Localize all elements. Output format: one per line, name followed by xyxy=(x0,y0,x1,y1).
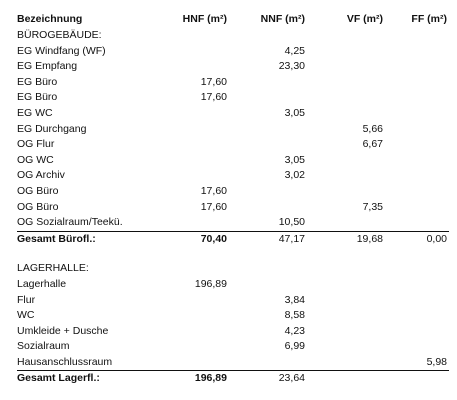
cell-ff xyxy=(385,200,449,216)
cell-name: EG Empfang xyxy=(17,60,78,73)
cell-hnf: 17,60 xyxy=(200,200,227,213)
cell-nnf: 3,05 xyxy=(284,106,305,119)
table-row xyxy=(17,122,449,138)
cell-nnf: 10,50 xyxy=(278,216,305,229)
area-table xyxy=(17,12,449,387)
cell-name: EG Durchgang xyxy=(17,122,87,135)
header-ff: FF (m²) xyxy=(411,13,447,26)
header-vf: VF (m²) xyxy=(346,13,383,26)
cell-nnf xyxy=(229,75,307,91)
cell-name: OG Archiv xyxy=(17,169,65,182)
cell-ff xyxy=(385,106,449,122)
total-nnf: 23,64 xyxy=(229,371,307,387)
cell-hnf xyxy=(163,153,229,169)
cell-hnf xyxy=(163,355,229,371)
table-row xyxy=(17,106,449,122)
cell-nnf xyxy=(229,90,307,106)
spacer-cell xyxy=(229,247,307,261)
table-row xyxy=(17,184,449,200)
cell-name: EG Büro xyxy=(17,75,58,88)
cell-name: OG WC xyxy=(17,153,54,166)
table-row xyxy=(17,44,449,60)
table-row xyxy=(17,168,449,184)
section-title: LAGERHALLE: xyxy=(17,262,89,275)
table-body xyxy=(17,28,449,387)
cell-hnf xyxy=(163,168,229,184)
cell-ff xyxy=(385,59,449,75)
cell-name: Lagerhalle xyxy=(17,277,67,290)
cell-name: Hausanschlussraum xyxy=(17,355,113,368)
total-name: Gesamt Bürofl.: xyxy=(17,231,163,247)
cell-name: Sozialraum xyxy=(17,340,70,353)
section-spacer xyxy=(17,247,449,261)
cell-name: OG Flur xyxy=(17,138,55,151)
cell-nnf: 23,30 xyxy=(278,60,305,73)
cell-name: EG Büro xyxy=(17,91,58,104)
cell-hnf: 196,89 xyxy=(194,277,227,290)
cell-hnf xyxy=(163,324,229,340)
cell-nnf: 4,23 xyxy=(284,324,305,337)
spacer-cell xyxy=(385,247,449,261)
total-vf: 19,68 xyxy=(307,231,385,247)
cell-hnf xyxy=(163,59,229,75)
header-row xyxy=(17,12,449,28)
table-row xyxy=(17,75,449,91)
cell-nnf xyxy=(229,200,307,216)
cell-hnf xyxy=(163,215,229,231)
cell-ff xyxy=(385,339,449,355)
cell-name: Umkleide + Dusche xyxy=(17,324,109,337)
cell-vf xyxy=(307,168,385,184)
cell-hnf xyxy=(163,44,229,60)
cell-hnf: 17,60 xyxy=(200,91,227,104)
cell-ff: 5,98 xyxy=(426,355,447,368)
cell-nnf: 4,25 xyxy=(284,44,305,57)
cell-hnf xyxy=(163,308,229,324)
total-row xyxy=(17,231,449,247)
total-ff: 0,00 xyxy=(385,231,449,247)
cell-nnf xyxy=(229,277,307,293)
cell-name: OG Büro xyxy=(17,184,59,197)
table-row xyxy=(17,324,449,340)
cell-vf xyxy=(307,355,385,371)
cell-nnf: 3,84 xyxy=(284,293,305,306)
cell-ff xyxy=(385,293,449,309)
cell-vf xyxy=(307,59,385,75)
cell-vf xyxy=(307,44,385,60)
total-vf xyxy=(307,371,385,387)
table-row xyxy=(17,200,449,216)
cell-ff xyxy=(385,75,449,91)
section-title: BÜROGEBÄUDE: xyxy=(17,29,102,41)
cell-ff xyxy=(385,153,449,169)
total-nnf: 47,17 xyxy=(229,231,307,247)
total-hnf: 196,89 xyxy=(163,371,229,387)
cell-name: OG Sozialraum/Teekü. xyxy=(17,216,123,229)
cell-vf xyxy=(307,308,385,324)
cell-vf xyxy=(307,106,385,122)
cell-vf xyxy=(307,293,385,309)
spacer-cell xyxy=(17,247,163,261)
section-title-row xyxy=(17,28,449,44)
cell-vf: 5,66 xyxy=(362,122,383,135)
spacer-cell xyxy=(307,247,385,261)
table-row xyxy=(17,339,449,355)
header-name: Bezeichnung xyxy=(17,13,83,26)
cell-ff xyxy=(385,277,449,293)
cell-nnf xyxy=(229,122,307,138)
total-name: Gesamt Lagerfl.: xyxy=(17,371,163,387)
cell-nnf: 3,05 xyxy=(284,153,305,166)
cell-ff xyxy=(385,90,449,106)
cell-ff xyxy=(385,184,449,200)
table-row xyxy=(17,90,449,106)
cell-hnf xyxy=(163,137,229,153)
spacer-cell xyxy=(163,247,229,261)
cell-vf: 7,35 xyxy=(362,200,383,213)
table-row xyxy=(17,59,449,75)
section-title-row xyxy=(17,261,449,277)
cell-vf xyxy=(307,215,385,231)
cell-name: WC xyxy=(17,309,35,322)
cell-ff xyxy=(385,324,449,340)
cell-name: EG WC xyxy=(17,106,53,119)
table-row xyxy=(17,277,449,293)
table-row xyxy=(17,308,449,324)
cell-nnf xyxy=(229,137,307,153)
cell-ff xyxy=(385,137,449,153)
cell-vf xyxy=(307,184,385,200)
cell-hnf xyxy=(163,293,229,309)
table-row xyxy=(17,153,449,169)
header-hnf: HNF (m²) xyxy=(182,13,227,26)
cell-ff xyxy=(385,168,449,184)
cell-nnf xyxy=(229,355,307,371)
header-nnf: NNF (m²) xyxy=(260,13,305,26)
total-row xyxy=(17,371,449,387)
cell-ff xyxy=(385,122,449,138)
cell-ff xyxy=(385,44,449,60)
cell-name: Flur xyxy=(17,293,36,306)
cell-hnf: 17,60 xyxy=(200,75,227,88)
cell-nnf: 3,02 xyxy=(284,169,305,182)
cell-vf xyxy=(307,75,385,91)
cell-vf xyxy=(307,90,385,106)
cell-ff xyxy=(385,215,449,231)
cell-vf xyxy=(307,153,385,169)
total-hnf: 70,40 xyxy=(163,231,229,247)
table-row xyxy=(17,293,449,309)
cell-nnf xyxy=(229,184,307,200)
table-row xyxy=(17,355,449,371)
table-row xyxy=(17,137,449,153)
total-ff xyxy=(385,371,449,387)
cell-hnf xyxy=(163,122,229,138)
cell-name: OG Büro xyxy=(17,200,59,213)
cell-nnf: 6,99 xyxy=(284,340,305,353)
cell-ff xyxy=(385,308,449,324)
cell-vf: 6,67 xyxy=(362,138,383,151)
cell-hnf: 17,60 xyxy=(200,184,227,197)
cell-nnf: 8,58 xyxy=(284,309,305,322)
cell-vf xyxy=(307,339,385,355)
table-row xyxy=(17,215,449,231)
cell-name: EG Windfang (WF) xyxy=(17,44,106,57)
cell-hnf xyxy=(163,106,229,122)
cell-hnf xyxy=(163,339,229,355)
cell-vf xyxy=(307,324,385,340)
cell-vf xyxy=(307,277,385,293)
